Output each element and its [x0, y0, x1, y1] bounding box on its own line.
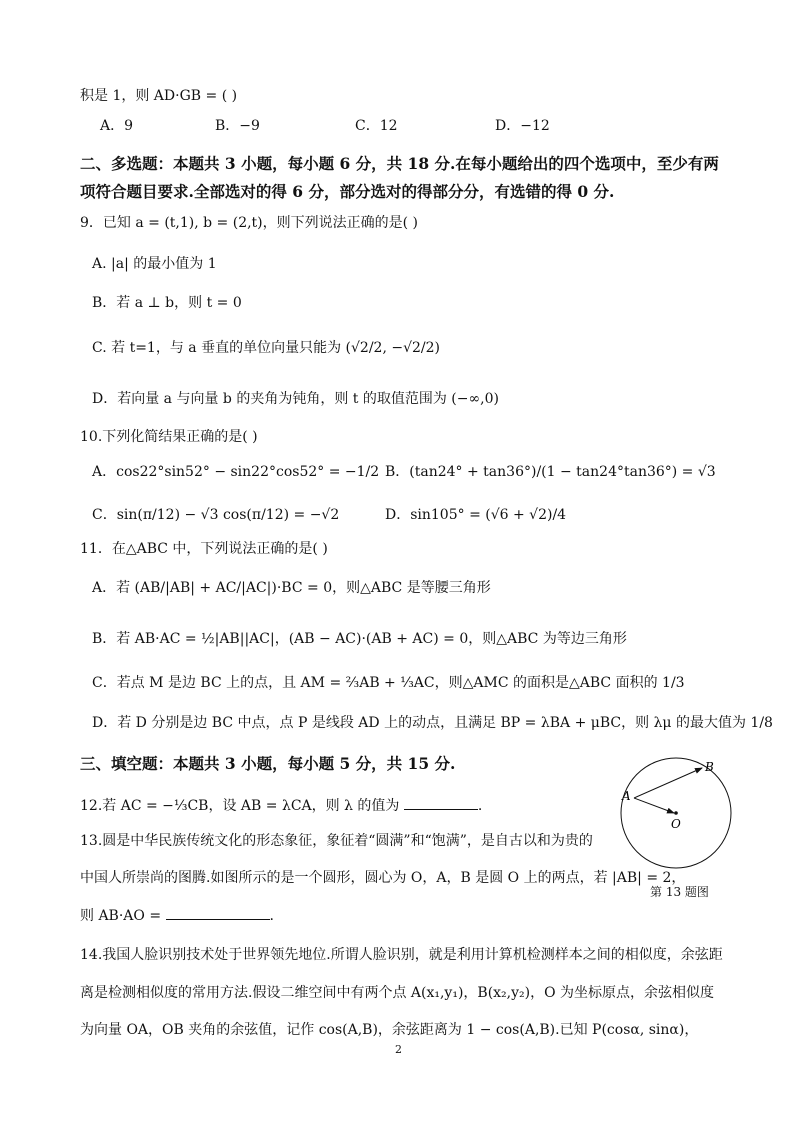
q11-option-c: C．若点 M 是边 BC 上的点，且 AM = ⅔AB + ⅓AC，则△AMC 的面积是△ABC 面积的 1/3 — [92, 675, 685, 691]
label-a: A — [622, 789, 631, 803]
label-b: B — [705, 760, 714, 774]
q14-line3: 为向量 OA，OB 夹角的余弦值，记作 cos(A,B)，余弦距离为 1 − cos(A,B).已知 P(cosα, sinα)， — [80, 1022, 699, 1038]
q12-line — [80, 795, 482, 816]
q13-line3 — [80, 905, 274, 926]
q8-option-a: A．9 — [100, 118, 134, 134]
q14-line2: 离是检测相似度的常用方法.假设二维空间中有两个点 A(x₁,y₁)，B(x₂,y₂)，O 为坐标原点，余弦相似度 — [80, 985, 715, 1001]
label-o: O — [671, 817, 681, 831]
q9-option-a: A. |a| 的最小值为 1 — [92, 256, 217, 272]
q11-option-b: B．若 AB·AC = ½|AB||AC|，(AB − AC)·(AB + AC) = 0，则△ABC 为等边三角形 — [92, 631, 627, 647]
q9-option-d: D．若向量 a 与向量 b 的夹角为钝角，则 t 的取值范围为 (−∞,0) — [92, 391, 499, 407]
section3-heading: 三、填空题：本题共 3 小题，每小题 5 分，共 15 分. — [80, 754, 456, 773]
q13-text: 则 AB·AO = — [80, 908, 162, 924]
q9-option-b: B．若 a ⊥ b，则 t = 0 — [92, 295, 242, 311]
q11-option-d: D．若 D 分别是边 BC 中点，点 P 是线段 AD 上的动点，且满足 BP = λBA + μBC，则 λμ 的最大值为 1/8 — [92, 715, 773, 731]
q13-line2: 中国人所崇尚的图腾.如图所示的是一个圆形，圆心为 O，A，B 是圆 O 上的两点，若 |AB| = 2， — [80, 870, 686, 886]
q10-option-a: A．cos22°sin52° − sin22°cos52° = −1/2 — [92, 464, 380, 480]
q8-option-c: C．12 — [355, 118, 398, 134]
page-number: 2 — [395, 1043, 402, 1056]
q11-option-a: A．若 (AB/|AB| + AC/|AC|)·BC = 0，则△ABC 是等腰三角形 — [92, 580, 491, 596]
q10-option-b: B．(tan24° + tan36°)/(1 − tan24°tan36°) = √3 — [385, 464, 716, 480]
figure-caption: 第 13 题图 — [650, 885, 709, 899]
section2-heading-line2: 项符合题目要求.全部选对的得 6 分，部分选对的得部分分，有选错的得 0 分. — [80, 182, 615, 201]
q10-option-d: D．sin105° = (√6 + √2)/4 — [385, 507, 567, 523]
center-dot — [674, 811, 678, 815]
q13-answer-blank[interactable] — [166, 905, 270, 920]
q13-text-end: . — [269, 908, 274, 924]
q10-option-c: C．sin(π/12) − √3 cos(π/12) = −√2 — [92, 507, 340, 523]
q12-text-end: . — [477, 798, 483, 814]
q11-stem: 11．在△ABC 中，下列说法正确的是( ) — [80, 541, 328, 557]
q9-option-c: C. 若 t=1，与 a 垂直的单位向量只能为 (√2/2, −√2/2) — [92, 340, 440, 356]
q12-text: 12.若 AC = −⅓CB，设 AB = λCA，则 λ 的值为 — [80, 798, 400, 814]
q9-stem: 9．已知 a = (t,1), b = (2,t)，则下列说法正确的是( ) — [80, 215, 419, 231]
q14-line1: 14.我国人脸识别技术处于世界领先地位.所谓人脸识别，就是利用计算机检测样本之间的相似度，余弦距 — [80, 947, 723, 963]
vector-ab — [634, 768, 702, 798]
section2-heading-line1: 二、多选题：本题共 3 小题，每小题 6 分，共 18 分.在每小题给出的四个选项中，至少有两 — [80, 154, 719, 173]
q12-answer-blank[interactable] — [404, 795, 478, 810]
q13-circle-figure — [615, 755, 735, 875]
vector-ao — [634, 798, 674, 813]
q13-line1: 13.圆是中华民族传统文化的形态象征，象征着“圆满”和“饱满”，是自古以和为贵的 — [80, 833, 593, 849]
q8-option-b: B．−9 — [215, 118, 260, 134]
q10-stem: 10.下列化简结果正确的是( ) — [80, 429, 258, 445]
q8-stem-tail: 积是 1，则 AD·GB = ( ) — [80, 88, 238, 104]
q8-option-d: D．−12 — [495, 118, 550, 134]
